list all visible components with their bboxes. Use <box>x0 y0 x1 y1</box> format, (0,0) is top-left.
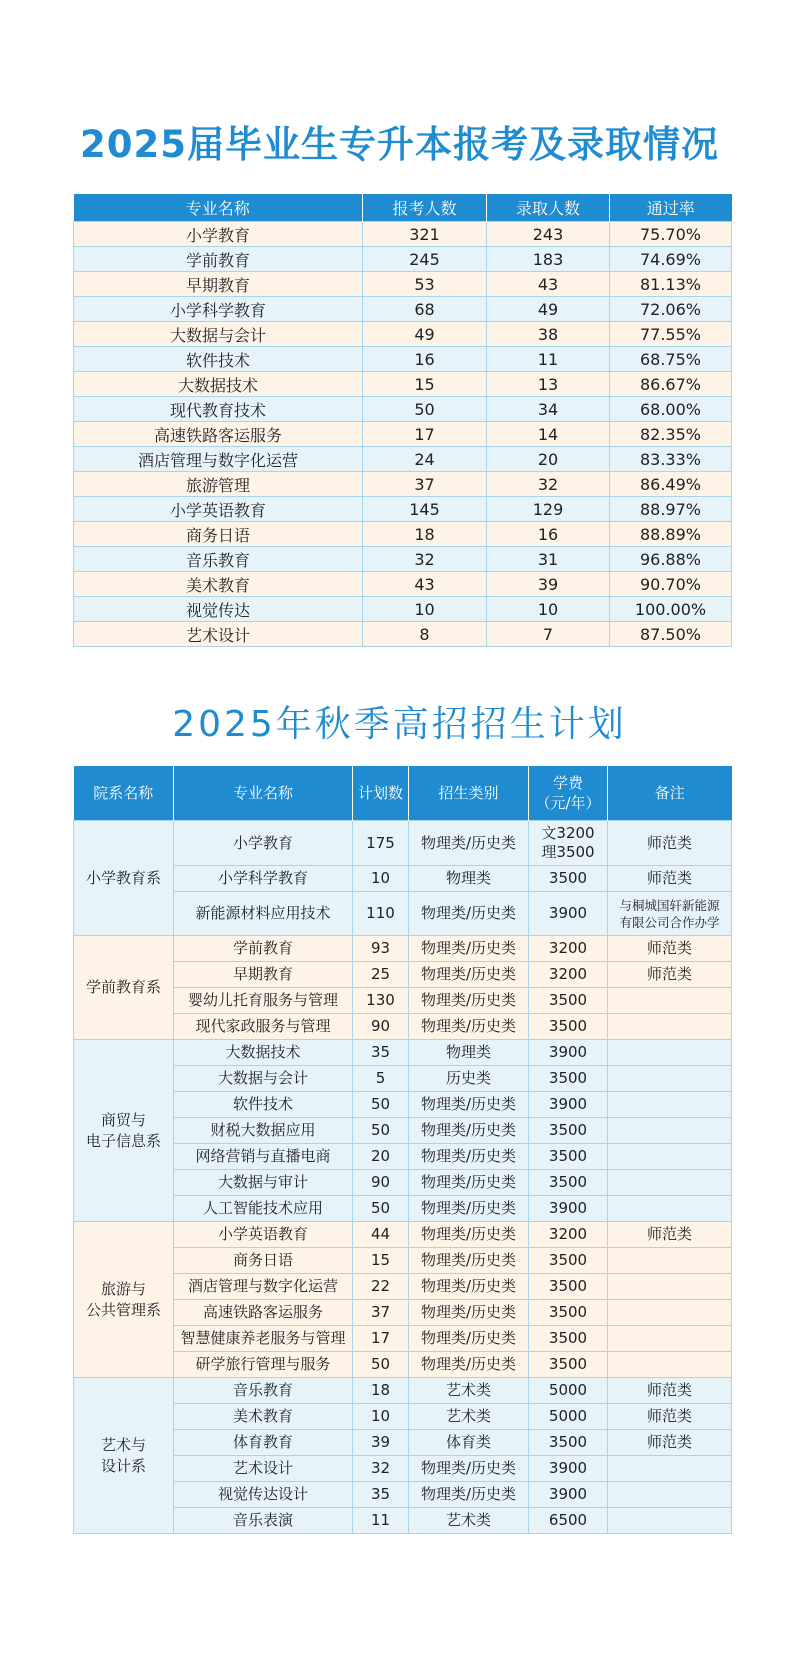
tuition-fee: 3500 <box>529 1118 608 1144</box>
tuition-fee: 3900 <box>529 1456 608 1482</box>
major-name: 酒店管理与数字化运营 <box>174 1274 353 1300</box>
enrollment-plan-title: 2025年秋季高招招生计划 <box>172 704 627 745</box>
enroll-category: 物理类 <box>409 866 529 892</box>
plan-count: 50 <box>353 1196 409 1222</box>
plan-count: 90 <box>353 1170 409 1196</box>
major-name: 研学旅行管理与服务 <box>174 1352 353 1378</box>
major-name: 美术教育 <box>174 1404 353 1430</box>
admitted-count: 39 <box>487 572 610 597</box>
pass-rate: 68.75% <box>610 347 732 372</box>
enroll-category: 物理类/历史类 <box>409 1326 529 1352</box>
tuition-fee: 3500 <box>529 988 608 1014</box>
major-name: 酒店管理与数字化运营 <box>74 447 363 472</box>
applicants-count: 68 <box>363 297 487 322</box>
department-name: 旅游与 公共管理系 <box>74 1222 174 1378</box>
plan-count: 110 <box>353 892 409 936</box>
plan-count: 93 <box>353 936 409 962</box>
table-row <box>74 447 732 472</box>
major-name: 小学科学教育 <box>174 866 353 892</box>
remark <box>608 1014 732 1040</box>
admitted-count: 16 <box>487 522 610 547</box>
tuition-fee: 5000 <box>529 1404 608 1430</box>
enroll-category: 物理类/历史类 <box>409 1456 529 1482</box>
enrollment-plan-table <box>73 766 732 1534</box>
applicants-count: 245 <box>363 247 487 272</box>
admitted-count: 34 <box>487 397 610 422</box>
department-group <box>74 1222 732 1378</box>
table-row <box>74 347 732 372</box>
major-name: 人工智能技术应用 <box>174 1196 353 1222</box>
table-row <box>74 422 732 447</box>
remark: 师范类 <box>608 866 732 892</box>
admitted-count: 31 <box>487 547 610 572</box>
admitted-count: 13 <box>487 372 610 397</box>
enroll-category: 艺术类 <box>409 1378 529 1404</box>
major-name: 高速铁路客运服务 <box>174 1300 353 1326</box>
major-name: 音乐表演 <box>174 1508 353 1534</box>
tuition-fee: 3500 <box>529 1352 608 1378</box>
applicants-count: 145 <box>363 497 487 522</box>
major-name: 现代家政服务与管理 <box>174 1014 353 1040</box>
tuition-fee: 3900 <box>529 1092 608 1118</box>
major-name: 婴幼儿托育服务与管理 <box>174 988 353 1014</box>
enroll-category: 物理类/历史类 <box>409 1118 529 1144</box>
tuition-fee: 3500 <box>529 866 608 892</box>
column-header: 专业名称 <box>74 194 363 222</box>
tuition-fee: 3500 <box>529 1326 608 1352</box>
admitted-count: 49 <box>487 297 610 322</box>
department-name: 艺术与 设计系 <box>74 1378 174 1534</box>
major-name: 财税大数据应用 <box>174 1118 353 1144</box>
plan-count: 90 <box>353 1014 409 1040</box>
tuition-fee: 3500 <box>529 1300 608 1326</box>
major-name: 网络营销与直播电商 <box>174 1144 353 1170</box>
remark: 师范类 <box>608 962 732 988</box>
table-row <box>74 622 732 647</box>
major-name: 商务日语 <box>174 1248 353 1274</box>
remark <box>608 1456 732 1482</box>
column-header: 备注 <box>608 766 732 821</box>
admitted-count: 11 <box>487 347 610 372</box>
table-row <box>74 497 732 522</box>
remark <box>608 1066 732 1092</box>
table-row <box>74 297 732 322</box>
major-name: 早期教育 <box>174 962 353 988</box>
enroll-category: 历史类 <box>409 1066 529 1092</box>
remark: 与桐城国轩新能源 有限公司合作办学 <box>608 892 732 936</box>
plan-count: 37 <box>353 1300 409 1326</box>
column-header: 学费 （元/年） <box>529 766 608 821</box>
admitted-count: 10 <box>487 597 610 622</box>
table-row <box>74 397 732 422</box>
tuition-fee: 6500 <box>529 1508 608 1534</box>
major-name: 智慧健康养老服务与管理 <box>174 1326 353 1352</box>
tuition-fee: 3500 <box>529 1144 608 1170</box>
table-row <box>74 936 732 962</box>
pass-rate: 75.70% <box>610 222 732 247</box>
plan-count: 17 <box>353 1326 409 1352</box>
table-row <box>74 821 732 866</box>
applicants-count: 49 <box>363 322 487 347</box>
remark: 师范类 <box>608 1222 732 1248</box>
remark <box>608 988 732 1014</box>
remark: 师范类 <box>608 1378 732 1404</box>
tuition-fee: 5000 <box>529 1378 608 1404</box>
tuition-fee: 3500 <box>529 1274 608 1300</box>
tuition-fee: 文3200 理3500 <box>529 821 608 866</box>
remark <box>608 1248 732 1274</box>
remark: 师范类 <box>608 936 732 962</box>
remark <box>608 1170 732 1196</box>
tuition-fee: 3900 <box>529 1482 608 1508</box>
column-header: 招生类别 <box>409 766 529 821</box>
applicants-count: 32 <box>363 547 487 572</box>
column-header: 计划数 <box>353 766 409 821</box>
tuition-fee: 3500 <box>529 1248 608 1274</box>
plan-count: 25 <box>353 962 409 988</box>
table-row <box>74 572 732 597</box>
plan-count: 22 <box>353 1274 409 1300</box>
plan-count: 10 <box>353 1404 409 1430</box>
major-name: 小学教育 <box>74 222 363 247</box>
remark <box>608 1144 732 1170</box>
applicants-count: 17 <box>363 422 487 447</box>
department-group <box>74 1378 732 1534</box>
enroll-category: 物理类/历史类 <box>409 821 529 866</box>
department-group <box>74 1040 732 1222</box>
applicants-count: 321 <box>363 222 487 247</box>
table-row <box>74 1378 732 1404</box>
major-name: 小学英语教育 <box>74 497 363 522</box>
column-header: 专业名称 <box>174 766 353 821</box>
enroll-category: 物理类/历史类 <box>409 1014 529 1040</box>
pass-rate: 82.35% <box>610 422 732 447</box>
major-name: 大数据与审计 <box>174 1170 353 1196</box>
enroll-category: 物理类/历史类 <box>409 892 529 936</box>
pass-rate: 81.13% <box>610 272 732 297</box>
pass-rate: 86.49% <box>610 472 732 497</box>
plan-count: 44 <box>353 1222 409 1248</box>
applicants-count: 37 <box>363 472 487 497</box>
remark <box>608 1352 732 1378</box>
enroll-category: 物理类/历史类 <box>409 1274 529 1300</box>
table-header-row <box>74 766 732 821</box>
table-row <box>74 322 732 347</box>
pass-rate: 88.97% <box>610 497 732 522</box>
table-row <box>74 1040 732 1066</box>
admitted-count: 183 <box>487 247 610 272</box>
column-header: 录取人数 <box>487 194 610 222</box>
admission-results-table <box>73 194 732 647</box>
remark <box>608 1300 732 1326</box>
admitted-count: 14 <box>487 422 610 447</box>
enroll-category: 物理类/历史类 <box>409 1144 529 1170</box>
remark <box>608 1482 732 1508</box>
major-name: 艺术设计 <box>74 622 363 647</box>
tuition-fee: 3200 <box>529 1222 608 1248</box>
major-name: 视觉传达 <box>74 597 363 622</box>
table-row <box>74 247 732 272</box>
applicants-count: 53 <box>363 272 487 297</box>
major-name: 小学英语教育 <box>174 1222 353 1248</box>
remark: 师范类 <box>608 821 732 866</box>
major-name: 音乐教育 <box>74 547 363 572</box>
table-row <box>74 372 732 397</box>
major-name: 高速铁路客运服务 <box>74 422 363 447</box>
major-name: 大数据技术 <box>174 1040 353 1066</box>
table-row <box>74 222 732 247</box>
enroll-category: 物理类/历史类 <box>409 1196 529 1222</box>
plan-count: 35 <box>353 1482 409 1508</box>
major-name: 旅游管理 <box>74 472 363 497</box>
applicants-count: 8 <box>363 622 487 647</box>
admitted-count: 243 <box>487 222 610 247</box>
table-row <box>74 547 732 572</box>
major-name: 艺术设计 <box>174 1456 353 1482</box>
admitted-count: 7 <box>487 622 610 647</box>
enroll-category: 体育类 <box>409 1430 529 1456</box>
table-row <box>74 272 732 297</box>
table-row <box>74 597 732 622</box>
enroll-category: 物理类/历史类 <box>409 1222 529 1248</box>
plan-count: 35 <box>353 1040 409 1066</box>
department-name: 学前教育系 <box>74 936 174 1040</box>
plan-count: 5 <box>353 1066 409 1092</box>
major-name: 视觉传达设计 <box>174 1482 353 1508</box>
enroll-category: 艺术类 <box>409 1404 529 1430</box>
enroll-category: 物理类 <box>409 1040 529 1066</box>
plan-count: 50 <box>353 1352 409 1378</box>
pass-rate: 68.00% <box>610 397 732 422</box>
remark: 师范类 <box>608 1404 732 1430</box>
admission-results-title: 2025届毕业生专升本报考及录取情况 <box>80 123 719 166</box>
table-row <box>74 472 732 497</box>
remark <box>608 1040 732 1066</box>
plan-count: 130 <box>353 988 409 1014</box>
enroll-category: 物理类/历史类 <box>409 1300 529 1326</box>
applicants-count: 43 <box>363 572 487 597</box>
tuition-fee: 3900 <box>529 1040 608 1066</box>
plan-count: 11 <box>353 1508 409 1534</box>
major-name: 商务日语 <box>74 522 363 547</box>
pass-rate: 90.70% <box>610 572 732 597</box>
plan-count: 15 <box>353 1248 409 1274</box>
department-name: 小学教育系 <box>74 821 174 936</box>
remark: 师范类 <box>608 1430 732 1456</box>
major-name: 新能源材料应用技术 <box>174 892 353 936</box>
column-header: 通过率 <box>610 194 732 222</box>
major-name: 小学科学教育 <box>74 297 363 322</box>
plan-count: 50 <box>353 1118 409 1144</box>
applicants-count: 18 <box>363 522 487 547</box>
applicants-count: 24 <box>363 447 487 472</box>
column-header: 报考人数 <box>363 194 487 222</box>
tuition-fee: 3500 <box>529 1014 608 1040</box>
tuition-fee: 3200 <box>529 962 608 988</box>
table-row <box>74 1222 732 1248</box>
major-name: 美术教育 <box>74 572 363 597</box>
major-name: 软件技术 <box>174 1092 353 1118</box>
enroll-category: 物理类/历史类 <box>409 1248 529 1274</box>
column-header: 院系名称 <box>74 766 174 821</box>
pass-rate: 77.55% <box>610 322 732 347</box>
admitted-count: 43 <box>487 272 610 297</box>
major-name: 现代教育技术 <box>74 397 363 422</box>
pass-rate: 96.88% <box>610 547 732 572</box>
major-name: 软件技术 <box>74 347 363 372</box>
plan-count: 50 <box>353 1092 409 1118</box>
pass-rate: 74.69% <box>610 247 732 272</box>
plan-count: 10 <box>353 866 409 892</box>
major-name: 学前教育 <box>174 936 353 962</box>
tuition-fee: 3900 <box>529 892 608 936</box>
major-name: 小学教育 <box>174 821 353 866</box>
major-name: 音乐教育 <box>174 1378 353 1404</box>
pass-rate: 83.33% <box>610 447 732 472</box>
remark <box>608 1326 732 1352</box>
department-group <box>74 821 732 936</box>
remark <box>608 1196 732 1222</box>
remark <box>608 1118 732 1144</box>
plan-count: 175 <box>353 821 409 866</box>
department-name: 商贸与 电子信息系 <box>74 1040 174 1222</box>
major-name: 体育教育 <box>174 1430 353 1456</box>
tuition-fee: 3200 <box>529 936 608 962</box>
admitted-count: 38 <box>487 322 610 347</box>
major-name: 大数据技术 <box>74 372 363 397</box>
plan-count: 18 <box>353 1378 409 1404</box>
tuition-fee: 3500 <box>529 1430 608 1456</box>
enroll-category: 物理类/历史类 <box>409 1352 529 1378</box>
remark <box>608 1274 732 1300</box>
pass-rate: 87.50% <box>610 622 732 647</box>
table-row <box>74 522 732 547</box>
major-name: 早期教育 <box>74 272 363 297</box>
applicants-count: 10 <box>363 597 487 622</box>
pass-rate: 86.67% <box>610 372 732 397</box>
enroll-category: 物理类/历史类 <box>409 1092 529 1118</box>
plan-count: 39 <box>353 1430 409 1456</box>
enroll-category: 物理类/历史类 <box>409 962 529 988</box>
department-group <box>74 936 732 1040</box>
plan-count: 20 <box>353 1144 409 1170</box>
enroll-category: 物理类/历史类 <box>409 936 529 962</box>
remark <box>608 1508 732 1534</box>
pass-rate: 100.00% <box>610 597 732 622</box>
tuition-fee: 3900 <box>529 1196 608 1222</box>
enroll-category: 艺术类 <box>409 1508 529 1534</box>
admitted-count: 20 <box>487 447 610 472</box>
applicants-count: 50 <box>363 397 487 422</box>
enroll-category: 物理类/历史类 <box>409 1482 529 1508</box>
tuition-fee: 3500 <box>529 1066 608 1092</box>
enroll-category: 物理类/历史类 <box>409 988 529 1014</box>
applicants-count: 16 <box>363 347 487 372</box>
pass-rate: 72.06% <box>610 297 732 322</box>
major-name: 大数据与会计 <box>74 322 363 347</box>
admitted-count: 32 <box>487 472 610 497</box>
enroll-category: 物理类/历史类 <box>409 1170 529 1196</box>
admission-results-body <box>74 222 732 647</box>
table-header-row <box>74 194 732 222</box>
plan-count: 32 <box>353 1456 409 1482</box>
remark <box>608 1092 732 1118</box>
pass-rate: 88.89% <box>610 522 732 547</box>
admitted-count: 129 <box>487 497 610 522</box>
major-name: 学前教育 <box>74 247 363 272</box>
major-name: 大数据与会计 <box>174 1066 353 1092</box>
applicants-count: 15 <box>363 372 487 397</box>
tuition-fee: 3500 <box>529 1170 608 1196</box>
